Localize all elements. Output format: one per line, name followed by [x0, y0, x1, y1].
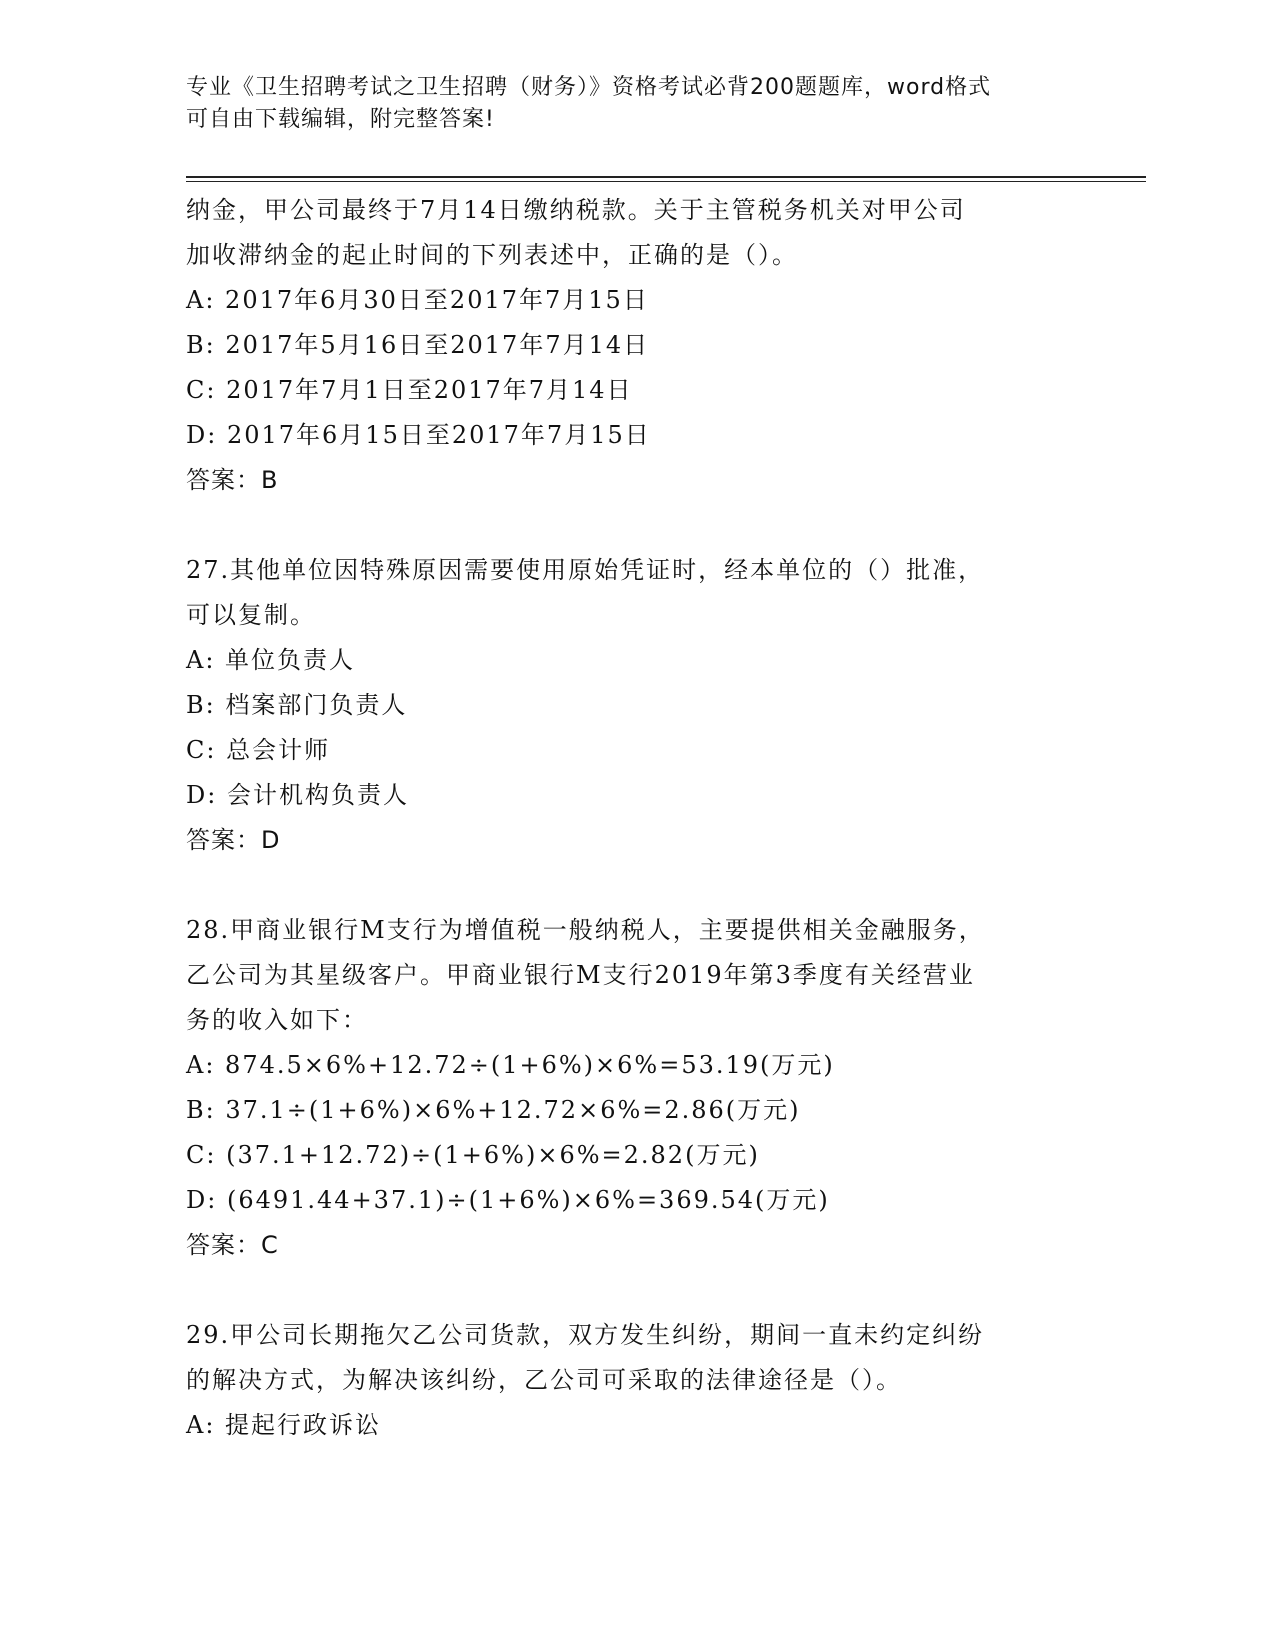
question-list	[186, 188, 1146, 1448]
question-stem-line: 务的收入如下：	[186, 1006, 368, 1034]
option-a: A: 提起行政诉讼	[186, 1411, 382, 1439]
question-29	[186, 1313, 1146, 1448]
header-title-line-2: 可自由下载编辑，附完整答案!	[186, 107, 495, 132]
question-stem-line: 29.甲公司长期拖欠乙公司货款，双方发生纠纷，期间一直未约定纠纷	[186, 1321, 985, 1349]
option-b: B: 37.1÷(1+6%)×6%+12.72×6%=2.86(万元)	[186, 1096, 801, 1124]
option-d: D: 会计机构负责人	[186, 781, 409, 809]
option-d: D: 2017年6月15日至2017年7月15日	[186, 421, 651, 449]
question-spacer	[186, 863, 1146, 908]
header-divider-thin	[186, 181, 1146, 182]
header-divider-thick	[186, 176, 1146, 178]
option-b: B: 档案部门负责人	[186, 691, 408, 719]
question-27	[186, 548, 1146, 863]
answer-line: 答案：C	[186, 1231, 279, 1259]
question-stem-line: 28.甲商业银行M支行为增值税一般纳税人，主要提供相关金融服务，	[186, 916, 985, 944]
question-stem-line: 乙公司为其星级客户。甲商业银行M支行2019年第3季度有关经营业	[186, 961, 975, 989]
option-d: D: (6491.44+37.1)÷(1+6%)×6%=369.54(万元)	[186, 1186, 830, 1214]
answer-line: 答案：D	[186, 826, 281, 854]
question-stem-line: 纳金，甲公司最终于7月14日缴纳税款。关于主管税务机关对甲公司	[186, 196, 966, 224]
question-spacer	[186, 1268, 1146, 1313]
question-stem-line: 可以复制。	[186, 601, 316, 629]
question-28	[186, 908, 1146, 1268]
option-b: B: 2017年5月16日至2017年7月14日	[186, 331, 650, 359]
option-a: A: 单位负责人	[186, 646, 356, 674]
document-header	[186, 72, 1086, 136]
question-spacer	[186, 503, 1146, 548]
option-c: C: 总会计师	[186, 736, 331, 764]
option-c: C: (37.1+12.72)÷(1+6%)×6%=2.82(万元)	[186, 1141, 760, 1169]
question-stem-line: 的解决方式，为解决该纠纷，乙公司可采取的法律途径是（）。	[186, 1366, 902, 1394]
answer-line: 答案：B	[186, 466, 279, 494]
question-stem-line: 27.其他单位因特殊原因需要使用原始凭证时，经本单位的（）批准，	[186, 556, 985, 584]
option-a: A: 874.5×6%+12.72÷(1+6%)×6%=53.19(万元)	[186, 1051, 835, 1079]
option-c: C: 2017年7月1日至2017年7月14日	[186, 376, 633, 404]
option-a: A: 2017年6月30日至2017年7月15日	[186, 286, 649, 314]
question-stem-line: 加收滞纳金的起止时间的下列表述中，正确的是（）。	[186, 241, 798, 269]
question-26	[186, 188, 1146, 503]
header-title-line-1: 专业《卫生招聘考试之卫生招聘（财务）》资格考试必背200题题库，word格式	[186, 75, 992, 100]
